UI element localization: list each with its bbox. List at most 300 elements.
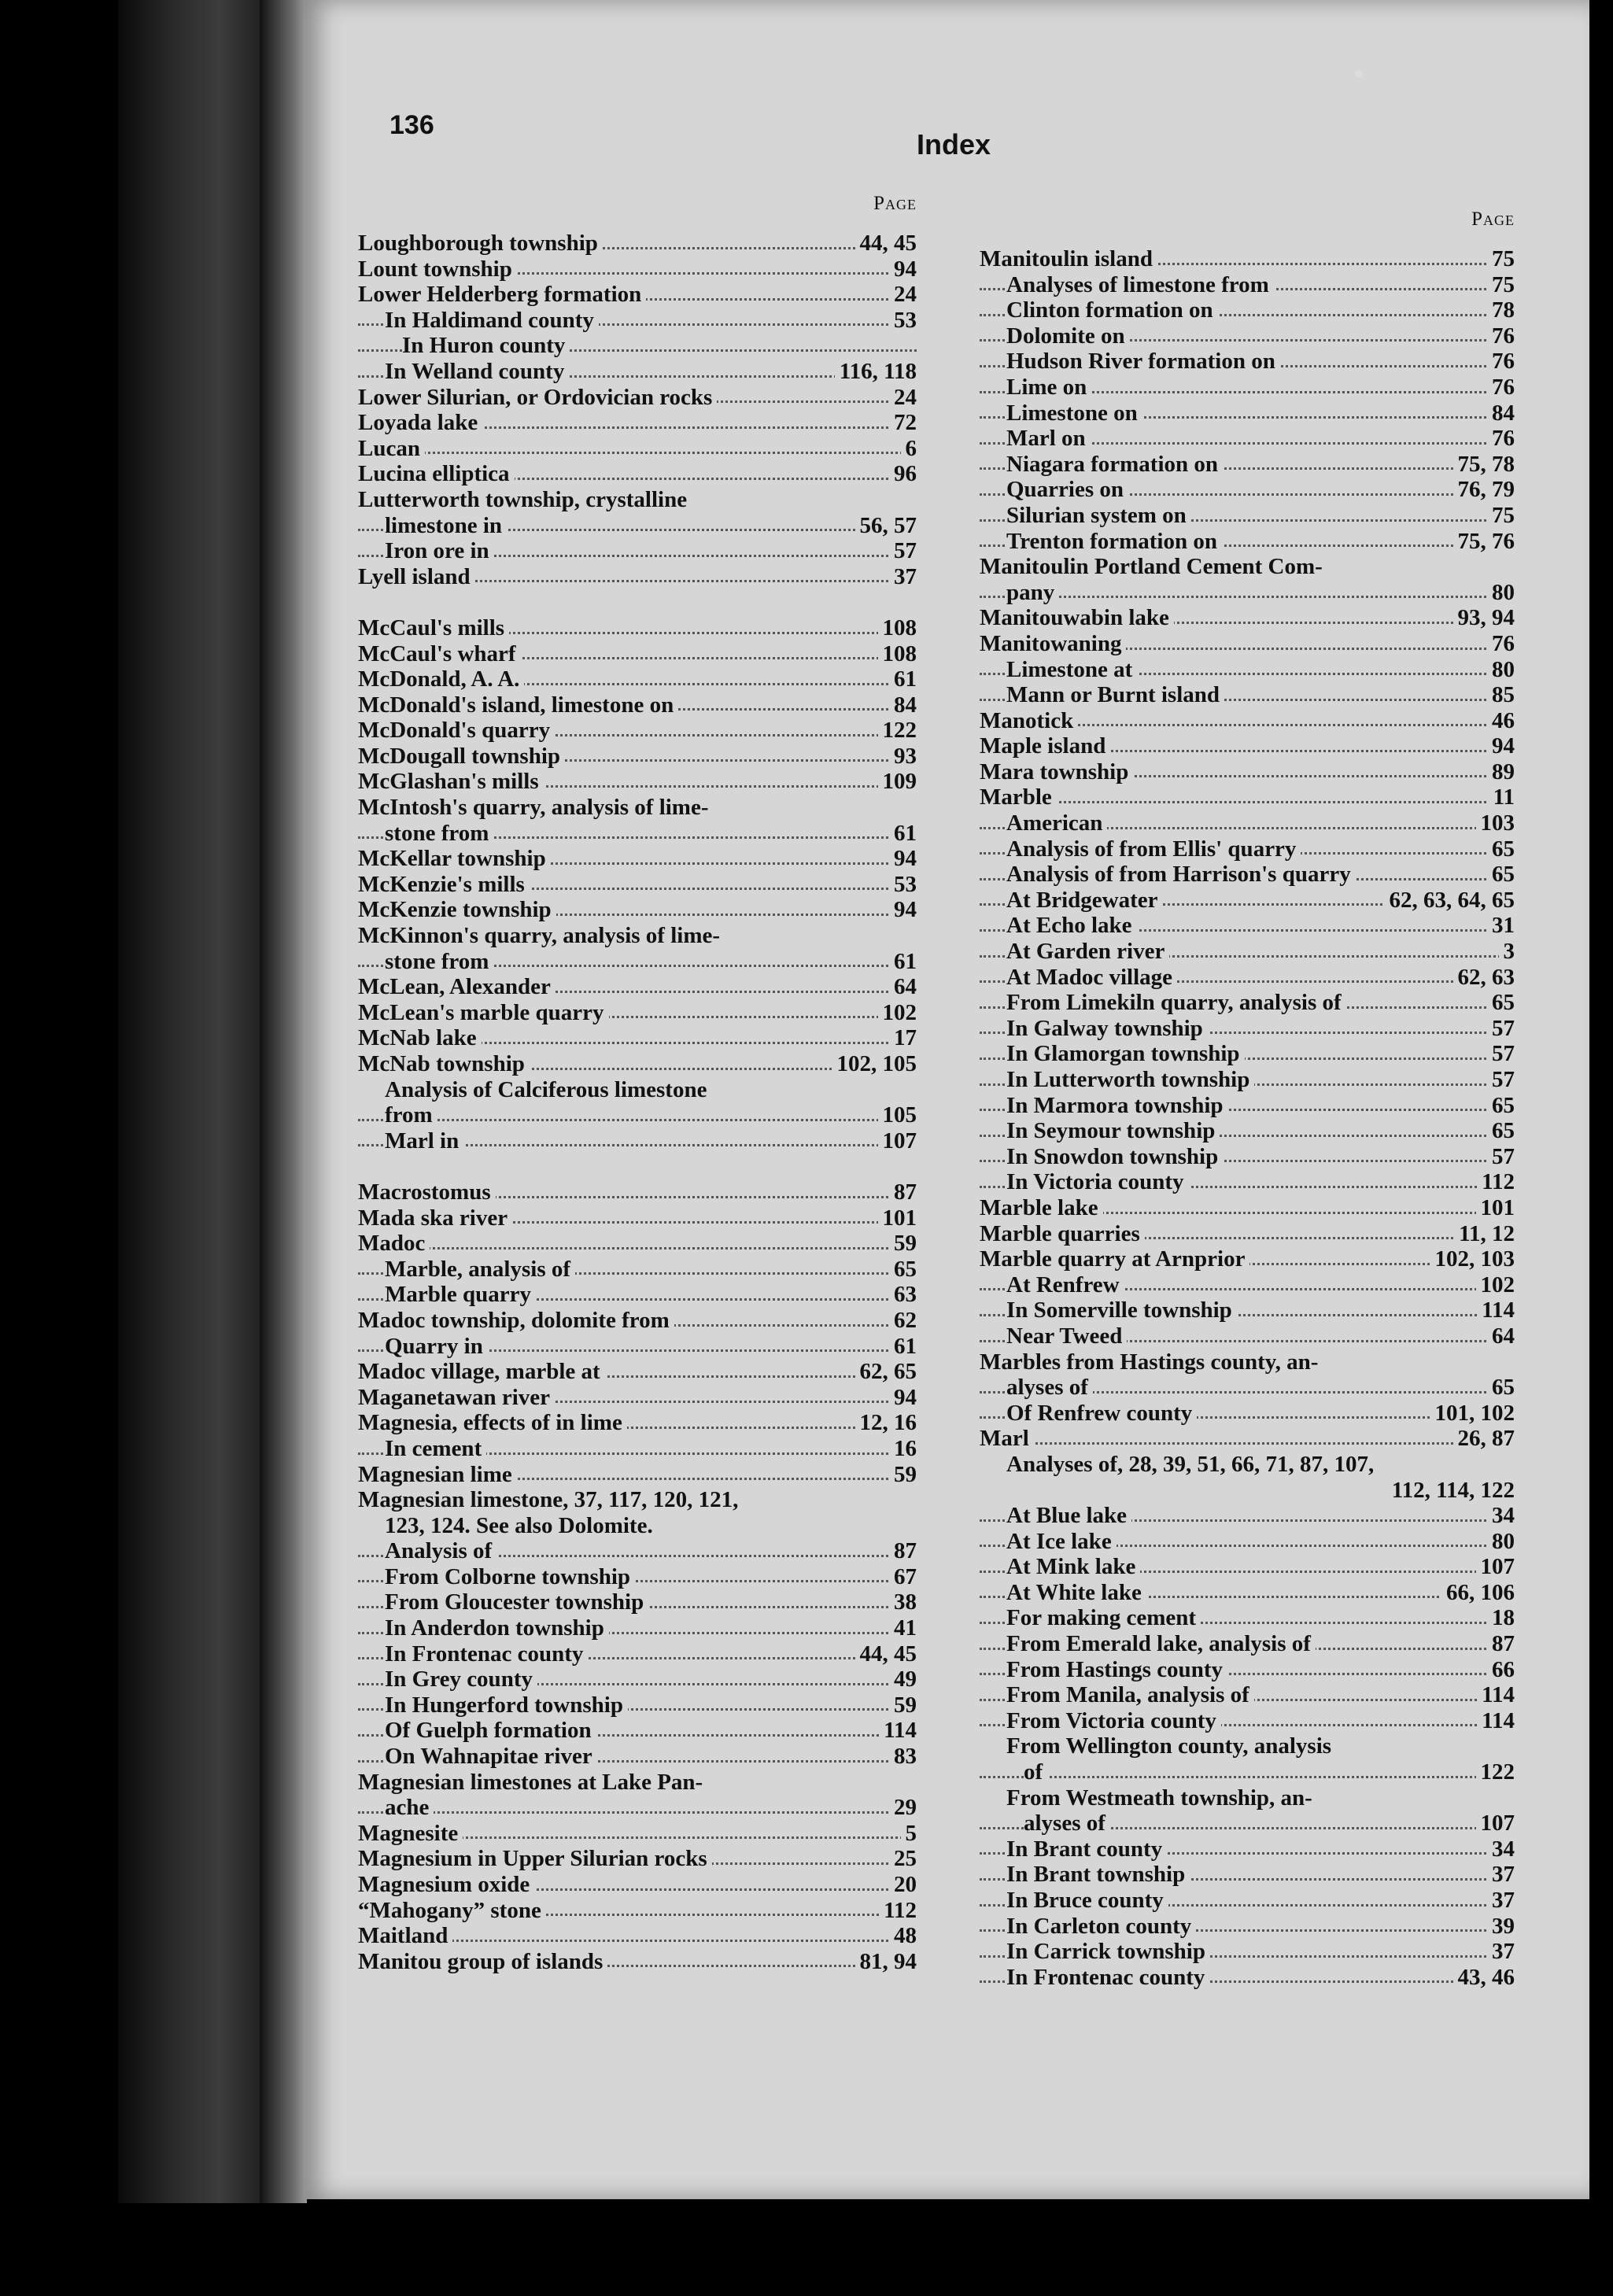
index-entry-term: In Victoria county: [1006, 1169, 1189, 1195]
index-entry-term: 123, 124. See also Dolomite.: [385, 1513, 658, 1539]
index-entry-term: stone from: [385, 821, 493, 847]
index-list-left: [358, 231, 917, 1974]
index-entry-page: 12, 16: [855, 1410, 917, 1436]
index-entry-page: 44, 45: [855, 231, 917, 257]
index-entry-page: 53: [889, 308, 917, 334]
index-entry-page: 62: [889, 1308, 917, 1334]
index-entry-term: For making cement: [1006, 1605, 1201, 1631]
index-entry-term: Clinton formation on: [1006, 297, 1218, 323]
index-entry: [980, 1759, 1515, 1785]
index-entry-term: of: [1024, 1759, 1047, 1785]
index-entry: [358, 821, 917, 847]
index-entry-page: 101: [878, 1205, 917, 1231]
index-entry-term: Marl in: [385, 1128, 463, 1154]
index-entry: [358, 1795, 917, 1821]
index-entry-page: 94: [889, 1385, 917, 1411]
index-entry: [358, 1846, 917, 1872]
index-entry: [980, 1246, 1515, 1272]
index-entry-term: Magnesian lime: [358, 1462, 517, 1488]
index-entry: [980, 1914, 1515, 1940]
index-entry-term: At Renfrew: [1006, 1272, 1124, 1298]
index-entry-page: 81, 94: [855, 1949, 917, 1975]
index-entry: [980, 1939, 1515, 1965]
index-entry: [980, 503, 1515, 529]
index-entry-term: Marble quarry: [385, 1282, 536, 1308]
index-entry-term: At Ice lake: [1006, 1529, 1117, 1555]
index-entry: [980, 477, 1515, 503]
index-entry-term: At Bridgewater: [1006, 888, 1162, 914]
index-entry-term: Limestone at: [1006, 657, 1137, 683]
section-gap: [358, 1154, 917, 1179]
index-entry-page: 93, 94: [1453, 605, 1515, 631]
index-entry-page: 114: [1477, 1297, 1515, 1323]
index-entry: [980, 297, 1515, 323]
index-entry: [358, 923, 917, 949]
index-entry-term: In Galway township: [1006, 1016, 1208, 1042]
index-entry-page: 61: [889, 821, 917, 847]
page-column-heading: Page: [1471, 209, 1515, 230]
index-entry: [358, 1821, 917, 1847]
index-entry-term: McNab township: [358, 1051, 530, 1077]
index-entry-page: 66: [1487, 1657, 1515, 1683]
index-entry-page: 114: [1477, 1708, 1515, 1734]
index-entry: [358, 1667, 917, 1692]
index-entry-term: In Brant county: [1006, 1836, 1167, 1862]
index-entry-page: 62, 65: [855, 1359, 917, 1385]
index-entry-page: 80: [1487, 1529, 1515, 1555]
index-entry-page: 37: [1487, 1939, 1515, 1965]
index-entry-page: 57: [889, 538, 917, 564]
index-entry: [980, 1785, 1515, 1811]
index-entry-page: 24: [889, 385, 917, 411]
index-entry: [980, 452, 1515, 478]
index-entry-page: 44, 45: [855, 1641, 917, 1667]
index-entry-page: 17: [889, 1025, 917, 1051]
index-entry-page: 87: [889, 1538, 917, 1564]
index-entry: [980, 375, 1515, 401]
index-entry: [358, 641, 917, 667]
index-entry: [358, 1025, 917, 1051]
index-entry-term: In Glamorgan township: [1006, 1041, 1245, 1067]
index-entry-term: Mada ska river: [358, 1205, 512, 1231]
index-entry: [980, 1580, 1515, 1606]
index-entry: [358, 1770, 917, 1796]
index-entry-page: 59: [889, 1462, 917, 1488]
index-entry-page: 75, 76: [1453, 529, 1515, 555]
index-entry-term: from: [385, 1102, 437, 1128]
index-entry-page: 89: [1487, 759, 1515, 785]
index-entry-term: Niagara formation on: [1006, 452, 1223, 478]
index-entry-term: At Madoc village: [1006, 965, 1177, 991]
index-entry-page: 87: [889, 1179, 917, 1205]
index-entry-term: alyses of: [1006, 1375, 1093, 1401]
index-entry: [358, 1564, 917, 1590]
index-entry-page: 76: [1487, 349, 1515, 375]
index-entry: [980, 1888, 1515, 1914]
index-entry-term: McDonald, A. A.: [358, 666, 524, 692]
index-entry: [980, 1733, 1515, 1759]
index-entry-term: Maganetawan river: [358, 1385, 555, 1411]
index-entry: [358, 308, 917, 334]
index-entry-term: Marbles from Hastings county, an-: [980, 1349, 1323, 1375]
index-entry: [980, 1682, 1515, 1708]
index-entry: [358, 795, 917, 821]
index-entry-term: Manitowaning: [980, 631, 1126, 657]
index-entry: [358, 872, 917, 898]
index-entry-term: Lower Silurian, or Ordovician rocks: [358, 385, 717, 411]
index-entry-term: Lucan: [358, 436, 425, 462]
index-entry-page: 59: [889, 1231, 917, 1257]
index-entry-term: Marble lake: [980, 1195, 1103, 1221]
index-entry: [980, 862, 1515, 888]
index-entry: [980, 1529, 1515, 1555]
index-entry: [980, 657, 1515, 683]
index-entry-page: 37: [1487, 1862, 1515, 1888]
index-entry-page: 72: [889, 410, 917, 436]
index-entry-term: Manitoulin island: [980, 246, 1157, 272]
index-entry-term: At White lake: [1006, 1580, 1146, 1606]
index-entry: [358, 666, 917, 692]
page-number: 136: [389, 110, 434, 140]
index-entry-term: Analysis of: [385, 1538, 496, 1564]
index-entry-page: 112, 114, 122: [1387, 1478, 1515, 1504]
index-entry-page: 16: [889, 1436, 917, 1462]
index-entry: [358, 333, 917, 359]
index-entry-page: 65: [1487, 1118, 1515, 1144]
index-entry: [358, 1359, 917, 1385]
index-entry: [980, 1426, 1515, 1452]
index-entry-page: 59: [889, 1692, 917, 1718]
index-entry: [980, 1323, 1515, 1349]
index-entry-page: 75: [1487, 503, 1515, 529]
index-entry-page: 76: [1487, 375, 1515, 401]
index-entry-page: 101, 102: [1430, 1401, 1515, 1427]
index-entry-page: 75, 78: [1453, 452, 1515, 478]
section-gap: [358, 589, 917, 615]
book-gutter: [260, 0, 307, 2203]
index-entry: [980, 349, 1515, 375]
index-entry-page: 62, 63, 64, 65: [1385, 888, 1515, 914]
index-column-right: [980, 209, 1515, 1990]
index-entry-page: 48: [889, 1923, 917, 1949]
index-entry-page: 43, 46: [1453, 1965, 1515, 1991]
index-entry-page: 116, 118: [835, 359, 917, 385]
index-entry-page: 53: [889, 872, 917, 898]
index-entry: [980, 426, 1515, 452]
index-entry: [358, 1051, 917, 1077]
index-entry-term: Marl: [980, 1426, 1034, 1452]
index-entry: [358, 1385, 917, 1411]
index-entry-term: Of Renfrew county: [1006, 1401, 1197, 1427]
index-entry: [980, 1221, 1515, 1247]
index-entry-term: “Mahogany” stone: [358, 1898, 546, 1924]
index-entry: [358, 1436, 917, 1462]
index-entry-page: 65: [1487, 836, 1515, 862]
index-entry-page: 65: [1487, 990, 1515, 1016]
index-entry-page: 31: [1487, 913, 1515, 939]
index-entry-term: limestone in: [385, 513, 507, 539]
index-entry-term: In Anderdon township: [385, 1615, 609, 1641]
index-entry-page: 78: [1487, 297, 1515, 323]
index-entry: [980, 1554, 1515, 1580]
index-entry-page: 3: [1499, 939, 1515, 965]
index-entry-term: Madoc township, dolomite from: [358, 1308, 674, 1334]
index-entry-term: Limestone on: [1006, 401, 1142, 426]
index-entry-page: 94: [889, 846, 917, 872]
index-entry-term: Madoc village, marble at: [358, 1359, 605, 1385]
index-entry-term: Lutterworth township, crystalline: [358, 487, 692, 513]
index-entry: [980, 1169, 1515, 1195]
index-entry-page: 57: [1487, 1016, 1515, 1042]
index-entry-term: In Somerville township: [1006, 1297, 1237, 1323]
index-entry-term: From Westmeath township, an-: [1006, 1785, 1317, 1811]
index-entry-page: 85: [1487, 682, 1515, 708]
index-entry-term: McDonald's island, limestone on: [358, 692, 678, 718]
index-entry-term: Lower Helderberg formation: [358, 282, 646, 308]
index-entry: [980, 580, 1515, 606]
index-entry: [980, 1836, 1515, 1862]
index-entry-page: 75: [1487, 246, 1515, 272]
index-entry-page: 102: [1476, 1272, 1515, 1298]
index-entry: [358, 436, 917, 462]
index-entry: [358, 718, 917, 744]
index-entry: [980, 784, 1515, 810]
index-entry-term: In Welland county: [385, 359, 569, 385]
index-entry-page: 49: [889, 1667, 917, 1692]
index-entry-page: 37: [1487, 1888, 1515, 1914]
index-entry-term: In Brant township: [1006, 1862, 1190, 1888]
index-entry: [358, 282, 917, 308]
index-entry-term: McKinnon's quarry, analysis of lime-: [358, 923, 725, 949]
index-entry: [358, 231, 917, 257]
index-entry-term: In cement: [385, 1436, 486, 1462]
index-entry-page: 105: [878, 1102, 917, 1128]
index-entry: [358, 974, 917, 1000]
index-entry-term: Marble: [980, 784, 1057, 810]
index-entry: [980, 1503, 1515, 1529]
index-entry: [980, 682, 1515, 708]
index-entry: [358, 1641, 917, 1667]
index-entry-page: 109: [878, 769, 917, 795]
index-entry: [980, 1093, 1515, 1119]
index-entry-term: Magnesium in Upper Silurian rocks: [358, 1846, 712, 1872]
index-entry: [980, 631, 1515, 657]
index-entry-page: 41: [889, 1615, 917, 1641]
index-entry-term: From Wellington county, analysis: [1006, 1733, 1336, 1759]
index-entry: [980, 323, 1515, 349]
index-entry-term: Hudson River formation on: [1006, 349, 1280, 375]
index-entry: [358, 692, 917, 718]
index-entry-term: Marl on: [1006, 426, 1091, 452]
index-entry: [980, 939, 1515, 965]
index-entry-term: ache: [385, 1795, 434, 1821]
index-entry-page: 65: [1487, 1093, 1515, 1119]
index-entry-page: 112: [879, 1898, 917, 1924]
index-entry-page: 56, 57: [855, 513, 917, 539]
index-entry-term: stone from: [385, 949, 493, 975]
index-entry: [358, 744, 917, 770]
index-entry: [358, 949, 917, 975]
index-entry-page: 20: [889, 1872, 917, 1898]
index-entry-term: From Manila, analysis of: [1006, 1682, 1254, 1708]
index-entry-term: At Echo lake: [1006, 913, 1137, 939]
index-entry: [980, 965, 1515, 991]
index-entry-term: From Emerald lake, analysis of: [1006, 1631, 1316, 1657]
index-entry-term: Lount township: [358, 257, 517, 282]
index-entry-page: 101: [1476, 1195, 1515, 1221]
index-entry: [980, 1965, 1515, 1991]
index-entry-term: From Gloucester township: [385, 1589, 648, 1615]
index-entry: [980, 913, 1515, 939]
index-entry: [358, 1000, 917, 1026]
index-entry: [358, 1692, 917, 1718]
index-entry: [980, 1375, 1515, 1401]
index-entry: [980, 1041, 1515, 1067]
index-entry-term: Manitou group of islands: [358, 1949, 607, 1975]
index-entry-term: In Frontenac county: [1006, 1965, 1209, 1991]
index-entry-term: Lime on: [1006, 375, 1091, 401]
index-entry-page: 107: [878, 1128, 917, 1154]
index-entry-term: In Lutterworth township: [1006, 1067, 1254, 1093]
index-entry-page: 84: [1487, 401, 1515, 426]
index-entry-term: Lyell island: [358, 564, 475, 590]
index-entry-page: 94: [889, 257, 917, 282]
index-entry: [358, 1179, 917, 1205]
index-entry-term: In Carleton county: [1006, 1914, 1196, 1940]
index-entry-term: Analyses of limestone from: [1006, 272, 1274, 298]
index-entry-term: From Victoria county: [1006, 1708, 1221, 1734]
index-entry-term: In Grey county: [385, 1667, 537, 1692]
index-entry-page: 80: [1487, 580, 1515, 606]
index-entry-term: On Wahnapitae river: [385, 1744, 597, 1770]
index-entry-term: Analysis of Calciferous limestone: [385, 1077, 711, 1103]
index-entry: [980, 401, 1515, 426]
index-entry-page: 122: [1476, 1759, 1515, 1785]
index-entry-page: 103: [1476, 810, 1515, 836]
index-entry-page: 57: [1487, 1041, 1515, 1067]
index-entry: [358, 1334, 917, 1360]
index-entry-term: Manitoulin Portland Cement Com-: [980, 554, 1327, 580]
index-entry: [358, 615, 917, 641]
index-entry-page: 5: [901, 1821, 917, 1847]
index-entry-term: Maple island: [980, 733, 1110, 759]
index-entry-term: Mann or Burnt island: [1006, 682, 1224, 708]
index-entry-term: Iron ore in: [385, 538, 494, 564]
index-entry: [980, 888, 1515, 914]
index-entry-page: 34: [1487, 1503, 1515, 1529]
index-entry-page: 57: [1487, 1067, 1515, 1093]
index-entry-term: In Haldimand county: [385, 308, 599, 334]
index-entry: [980, 1297, 1515, 1323]
index-entry-term: Of Guelph formation: [385, 1718, 596, 1744]
index-entry: [358, 897, 917, 923]
index-entry-term: McGlashan's mills: [358, 769, 544, 795]
speck-mark: •: [1353, 56, 1365, 91]
index-entry: [358, 1282, 917, 1308]
index-entry: [358, 769, 917, 795]
index-entry-page: 96: [889, 461, 917, 487]
index-entry-page: 87: [1487, 1631, 1515, 1657]
index-entry-term: Analysis of from Harrison's quarry: [1006, 862, 1356, 888]
index-entry-page: 94: [1487, 733, 1515, 759]
index-column-left: [358, 193, 917, 1974]
index-entry-page: 67: [889, 1564, 917, 1590]
index-entry-term: McDonald's quarry: [358, 718, 555, 744]
index-entry-page: 107: [1476, 1811, 1515, 1836]
index-entry-term: Manotick: [980, 708, 1078, 734]
index-entry-term: McCaul's wharf: [358, 641, 521, 667]
index-entry: [358, 359, 917, 385]
index-entry: [980, 1016, 1515, 1042]
index-entry-page: 63: [889, 1282, 917, 1308]
index-entry-term: Lucina elliptica: [358, 461, 515, 487]
index-entry-page: 76: [1487, 426, 1515, 452]
index-entry-term: From Hastings county: [1006, 1657, 1227, 1683]
index-entry: [980, 554, 1515, 580]
index-entry: [358, 487, 917, 513]
index-entry-term: At Mink lake: [1006, 1554, 1140, 1580]
index-entry-term: Magnesium oxide: [358, 1872, 534, 1898]
page-column-heading: Page: [873, 193, 917, 214]
index-entry: [358, 1718, 917, 1744]
index-entry-term: Magnesia, effects of in lime: [358, 1410, 627, 1436]
index-entry-page: 11, 12: [1454, 1221, 1515, 1247]
index-entry: [358, 1128, 917, 1154]
index-entry: [358, 513, 917, 539]
index-entry-page: 66, 106: [1441, 1580, 1515, 1606]
index-list-right: [980, 246, 1515, 1990]
index-entry-term: In Snowdon township: [1006, 1144, 1223, 1170]
index-entry-term: At Garden river: [1006, 939, 1169, 965]
index-entry-term: McKenzie township: [358, 897, 556, 923]
index-entry-page: 102: [878, 1000, 917, 1026]
index-entry-page: 37: [889, 564, 917, 590]
index-entry-term: American: [1006, 810, 1107, 836]
page-title: Index: [917, 128, 991, 161]
index-entry: [980, 759, 1515, 785]
index-entry-term: Manitouwabin lake: [980, 605, 1174, 631]
index-entry: [980, 1478, 1515, 1504]
index-entry-page: 61: [889, 666, 917, 692]
index-entry-term: In Huron county: [402, 333, 570, 359]
index-entry-term: In Hungerford township: [385, 1692, 628, 1718]
index-entry: [980, 1605, 1515, 1631]
index-entry-page: 61: [889, 1334, 917, 1360]
index-entry-term: Madoc: [358, 1231, 430, 1257]
index-entry: [358, 846, 917, 872]
index-entry: [358, 1513, 917, 1539]
index-entry-term: Macrostomus: [358, 1179, 496, 1205]
index-entry-page: 65: [889, 1257, 917, 1283]
index-entry-term: Loyada lake: [358, 410, 482, 436]
index-entry-page: 26, 87: [1453, 1426, 1515, 1452]
index-entry: [980, 1401, 1515, 1427]
index-entry-page: 84: [889, 692, 917, 718]
index-entry: [980, 529, 1515, 555]
index-entry-page: 76, 79: [1453, 477, 1515, 503]
index-entry: [980, 1118, 1515, 1144]
index-entry: [358, 538, 917, 564]
index-entry-term: alyses of: [1024, 1811, 1110, 1836]
index-entry: [358, 257, 917, 282]
index-entry: [980, 1195, 1515, 1221]
index-entry-term: Marble quarries: [980, 1221, 1145, 1247]
index-entry-page: 6: [901, 436, 917, 462]
index-entry-page: 83: [889, 1744, 917, 1770]
index-entry-page: 34: [1487, 1836, 1515, 1862]
index-entry-page: 61: [889, 949, 917, 975]
index-entry-page: 25: [889, 1846, 917, 1872]
